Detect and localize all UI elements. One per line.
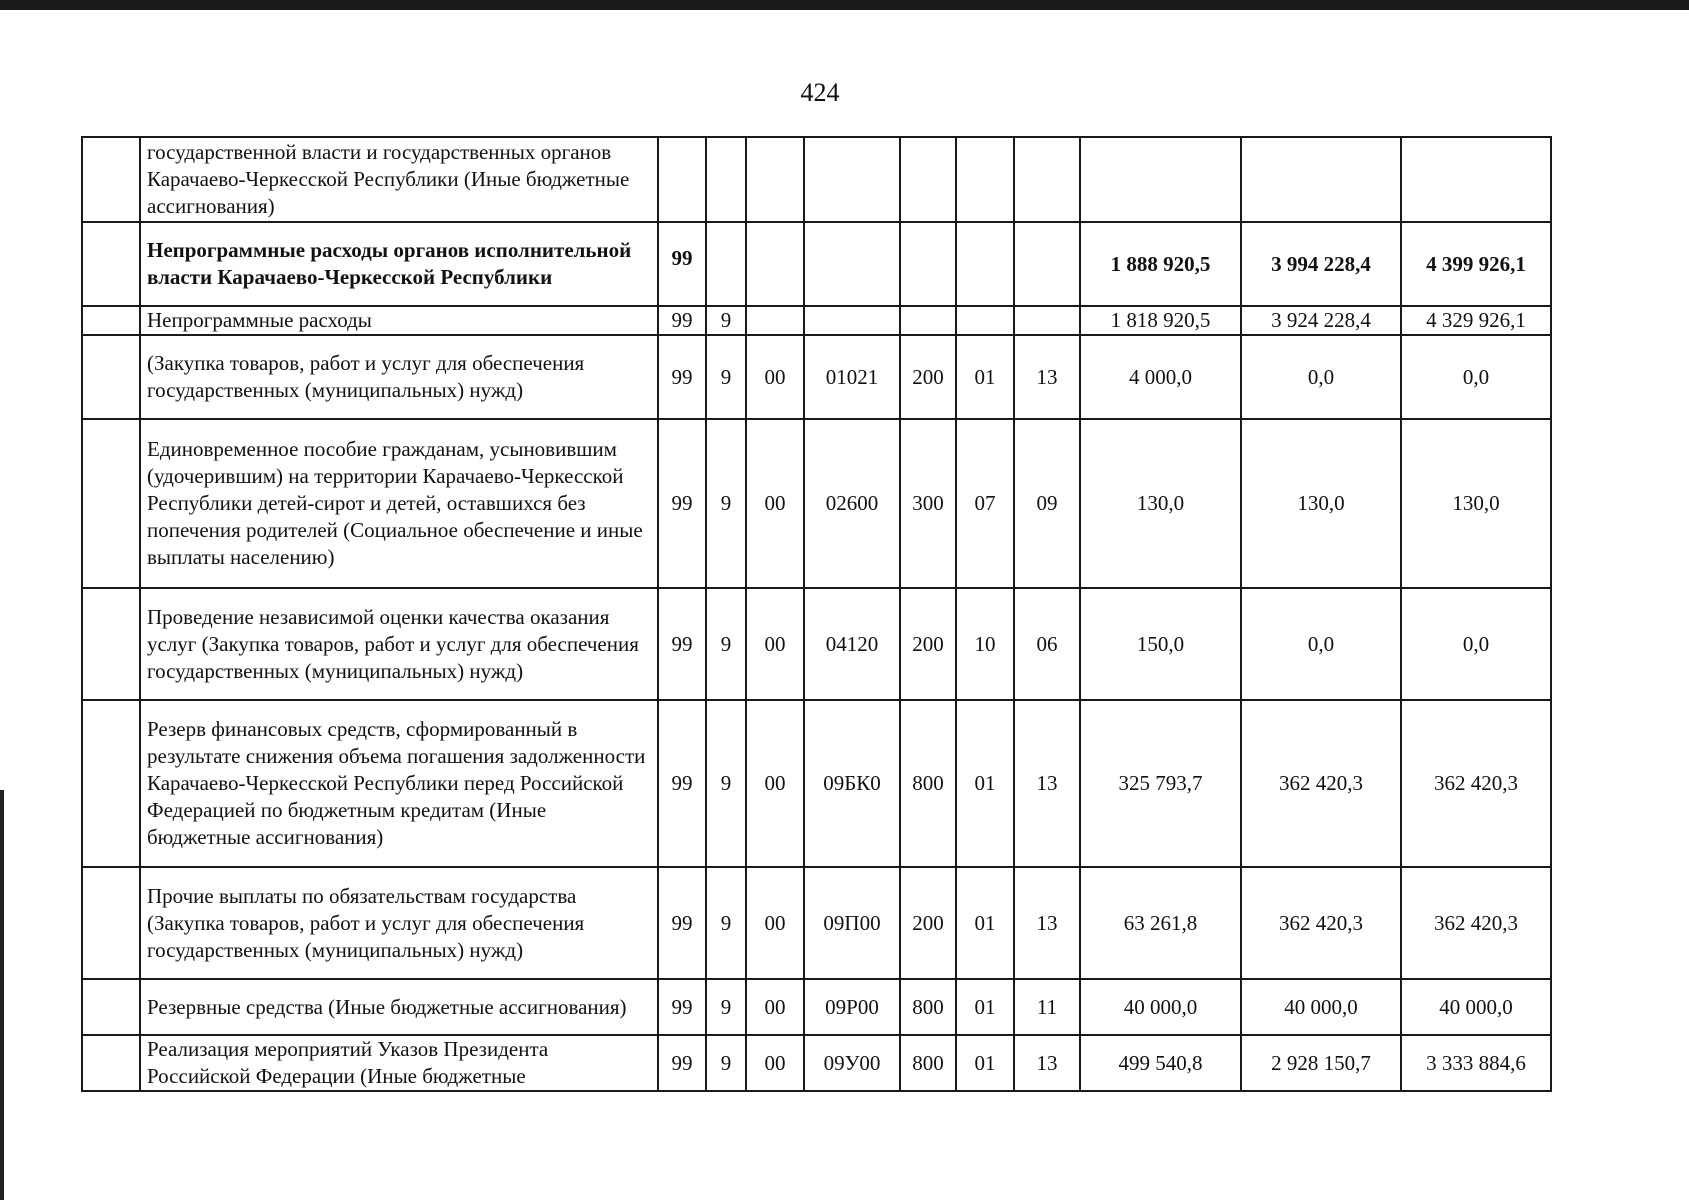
row-name: (Закупка товаров, работ и услуг для обеспечения государственных (муниципальных) нужд) [140, 335, 658, 419]
section-code [956, 306, 1014, 335]
amount-year-3: 362 420,3 [1401, 700, 1551, 867]
program-code: 99 [658, 1035, 706, 1091]
table-row [82, 306, 1551, 335]
amount-year-1: 150,0 [1080, 588, 1241, 700]
subprogram-code: 9 [706, 1035, 746, 1091]
amount-year-3 [1401, 137, 1551, 222]
amount-year-3: 362 420,3 [1401, 867, 1551, 979]
event-code [746, 306, 804, 335]
subsection-code: 06 [1014, 588, 1080, 700]
row-number-cell [82, 222, 140, 306]
subsection-code [1014, 137, 1080, 222]
program-code: 99 [658, 335, 706, 419]
program-code: 99 [658, 222, 706, 306]
subprogram-code [706, 222, 746, 306]
direction-code: 09П00 [804, 867, 900, 979]
program-code: 99 [658, 419, 706, 588]
expense-type-code: 800 [900, 1035, 956, 1091]
table-row [82, 867, 1551, 979]
subsection-code [1014, 306, 1080, 335]
expense-type-code: 800 [900, 979, 956, 1035]
direction-code: 09БК0 [804, 700, 900, 867]
table-row [82, 1035, 1551, 1091]
program-code: 99 [658, 700, 706, 867]
program-code [658, 137, 706, 222]
amount-year-1: 499 540,8 [1080, 1035, 1241, 1091]
row-name: Реализация мероприятий Указов Президента Российской Федерации (Иные бюджетные [140, 1035, 658, 1091]
table-row [82, 419, 1551, 588]
table-row [82, 335, 1551, 419]
event-code: 00 [746, 867, 804, 979]
budget-table [81, 136, 1552, 1092]
section-code: 01 [956, 700, 1014, 867]
row-name: Непрограммные расходы органов исполнительной власти Карачаево-Черкесской Республики [140, 222, 658, 306]
section-code: 01 [956, 1035, 1014, 1091]
row-name: Проведение независимой оценки качества оказания услуг (Закупка товаров, работ и услуг для обеспечения государственных (муниципальных) нужд) [140, 588, 658, 700]
amount-year-2: 0,0 [1241, 335, 1401, 419]
section-code: 01 [956, 979, 1014, 1035]
section-code: 01 [956, 335, 1014, 419]
subprogram-code: 9 [706, 419, 746, 588]
amount-year-3: 4 329 926,1 [1401, 306, 1551, 335]
row-number-cell [82, 700, 140, 867]
expense-type-code: 200 [900, 588, 956, 700]
amount-year-2: 0,0 [1241, 588, 1401, 700]
expense-type-code: 300 [900, 419, 956, 588]
amount-year-1: 63 261,8 [1080, 867, 1241, 979]
subprogram-code: 9 [706, 979, 746, 1035]
amount-year-1: 1 818 920,5 [1080, 306, 1241, 335]
amount-year-2: 362 420,3 [1241, 867, 1401, 979]
amount-year-3: 3 333 884,6 [1401, 1035, 1551, 1091]
expense-type-code: 200 [900, 335, 956, 419]
amount-year-1: 4 000,0 [1080, 335, 1241, 419]
subsection-code: 09 [1014, 419, 1080, 588]
page-number: 424 [800, 78, 840, 107]
amount-year-1: 1 888 920,5 [1080, 222, 1241, 306]
amount-year-1: 325 793,7 [1080, 700, 1241, 867]
table-row [82, 700, 1551, 867]
direction-code: 02600 [804, 419, 900, 588]
event-code: 00 [746, 588, 804, 700]
amount-year-3: 40 000,0 [1401, 979, 1551, 1035]
expense-type-code [900, 137, 956, 222]
amount-year-1 [1080, 137, 1241, 222]
section-code: 01 [956, 867, 1014, 979]
event-code: 00 [746, 700, 804, 867]
expense-type-code: 800 [900, 700, 956, 867]
row-name: Резервные средства (Иные бюджетные ассигнования) [140, 979, 658, 1035]
event-code [746, 137, 804, 222]
amount-year-2: 130,0 [1241, 419, 1401, 588]
event-code [746, 222, 804, 306]
row-number-cell [82, 1035, 140, 1091]
subsection-code: 13 [1014, 700, 1080, 867]
amount-year-2: 3 924 228,4 [1241, 306, 1401, 335]
row-number-cell [82, 979, 140, 1035]
row-number-cell [82, 137, 140, 222]
direction-code: 09У00 [804, 1035, 900, 1091]
subsection-code: 13 [1014, 1035, 1080, 1091]
program-code: 99 [658, 588, 706, 700]
scan-edge-mark [0, 790, 4, 1200]
event-code: 00 [746, 335, 804, 419]
amount-year-2: 362 420,3 [1241, 700, 1401, 867]
row-name: Непрограммные расходы [140, 306, 658, 335]
direction-code [804, 306, 900, 335]
row-number-cell [82, 419, 140, 588]
top-border-rule [0, 0, 1689, 10]
subsection-code: 11 [1014, 979, 1080, 1035]
subsection-code [1014, 222, 1080, 306]
row-number-cell [82, 588, 140, 700]
amount-year-2 [1241, 137, 1401, 222]
amount-year-3: 0,0 [1401, 588, 1551, 700]
section-code [956, 137, 1014, 222]
expense-type-code: 200 [900, 867, 956, 979]
row-name: Резерв финансовых средств, сформированный в результате снижения объема погашения задолженности Карачаево-Черкесской Республики перед Российской Федерацией по бюджетным кредитам (Иные бюджетные ассигнования) [140, 700, 658, 867]
table-row [82, 137, 1551, 222]
direction-code: 04120 [804, 588, 900, 700]
section-code: 10 [956, 588, 1014, 700]
subprogram-code: 9 [706, 335, 746, 419]
subprogram-code: 9 [706, 700, 746, 867]
table-row [82, 222, 1551, 306]
amount-year-2: 40 000,0 [1241, 979, 1401, 1035]
program-code: 99 [658, 306, 706, 335]
subprogram-code: 9 [706, 588, 746, 700]
amount-year-1: 40 000,0 [1080, 979, 1241, 1035]
direction-code: 01021 [804, 335, 900, 419]
expense-type-code [900, 306, 956, 335]
amount-year-3: 130,0 [1401, 419, 1551, 588]
direction-code [804, 222, 900, 306]
program-code: 99 [658, 867, 706, 979]
row-name: Прочие выплаты по обязательствам государства (Закупка товаров, работ и услуг для обеспечения государственных (муниципальных) нужд) [140, 867, 658, 979]
subprogram-code: 9 [706, 867, 746, 979]
amount-year-1: 130,0 [1080, 419, 1241, 588]
event-code: 00 [746, 419, 804, 588]
row-name: Единовременное пособие гражданам, усыновившим (удочерившим) на территории Карачаево-Черкесской Республики детей-сирот и детей, оставшихся без попечения родителей (Социальное обеспечение и иные выплаты населению) [140, 419, 658, 588]
program-code: 99 [658, 979, 706, 1035]
direction-code: 09Р00 [804, 979, 900, 1035]
subsection-code: 13 [1014, 867, 1080, 979]
row-name: государственной власти и государственных органов Карачаево-Черкесской Республики (Иные бюджетные ассигнования) [140, 137, 658, 222]
subprogram-code [706, 137, 746, 222]
row-number-cell [82, 335, 140, 419]
subsection-code: 13 [1014, 335, 1080, 419]
table-row [82, 588, 1551, 700]
amount-year-2: 3 994 228,4 [1241, 222, 1401, 306]
section-code: 07 [956, 419, 1014, 588]
row-number-cell [82, 306, 140, 335]
table-row [82, 979, 1551, 1035]
event-code: 00 [746, 979, 804, 1035]
subprogram-code: 9 [706, 306, 746, 335]
row-number-cell [82, 867, 140, 979]
amount-year-3: 0,0 [1401, 335, 1551, 419]
section-code [956, 222, 1014, 306]
expense-type-code [900, 222, 956, 306]
direction-code [804, 137, 900, 222]
event-code: 00 [746, 1035, 804, 1091]
amount-year-3: 4 399 926,1 [1401, 222, 1551, 306]
amount-year-2: 2 928 150,7 [1241, 1035, 1401, 1091]
